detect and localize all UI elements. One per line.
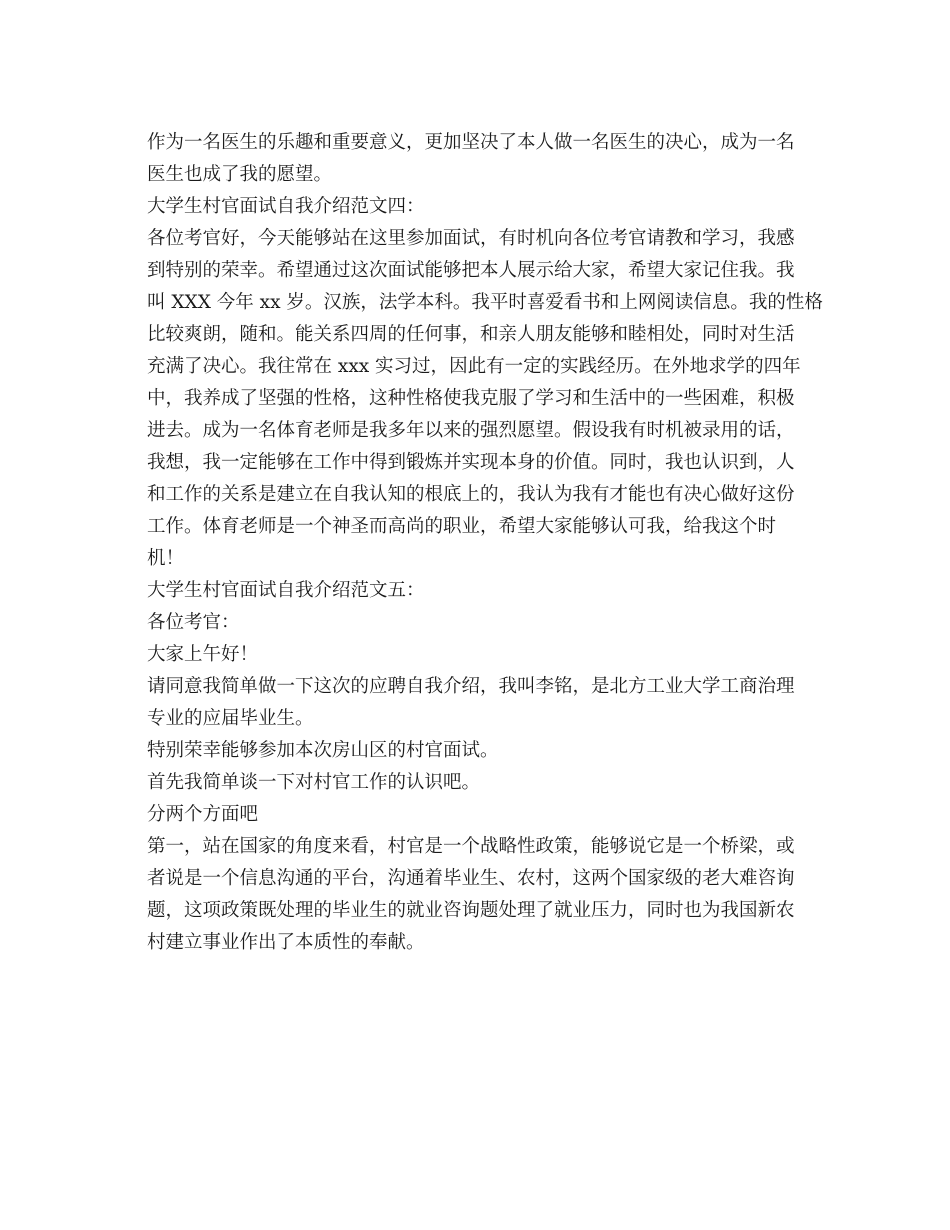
text-line: 各位考官： — [147, 612, 240, 633]
text-line: 进去。成为一名体育老师是我多年以来的强烈愿望。假设我有时机被录用的话， — [147, 420, 795, 441]
text-line: 者说是一个信息沟通的平台，沟通着毕业生、农村，这两个国家级的老大难咨询 — [147, 868, 795, 889]
text-line: 大家上午好！ — [147, 644, 259, 665]
text-line: 作为一名医生的乐趣和重要意义，更加坚决了本人做一名医生的决心，成为一名 — [147, 132, 795, 153]
text-line: 题，这项政策既处理的毕业生的就业咨询题处理了就业压力，同时也为我国新农 — [147, 900, 795, 921]
text-line: 比较爽朗，随和。能关系四周的任何事，和亲人朋友能够和睦相处，同时对生活 — [147, 324, 795, 345]
text-line: 机！ — [147, 548, 185, 569]
text-line: 村建立事业作出了本质性的奉献。 — [147, 932, 425, 953]
text-line: 叫 XXX 今年 xx 岁。汉族，法学本科。我平时喜爱看书和上网阅读信息。我的性格 — [147, 292, 823, 313]
text-line: 分两个方面吧 — [147, 804, 259, 825]
text-line: 工作。体育老师是一个神圣而高尚的职业，希望大家能够认可我，给我这个时 — [147, 516, 777, 537]
text-line: 第一，站在国家的角度来看，村官是一个战略性政策，能够说它是一个桥梁，或 — [147, 836, 795, 857]
text-line: 我想，我一定能够在工作中得到锻炼并实现本身的价值。同时，我也认识到，人 — [147, 452, 795, 473]
section-heading: 大学生村官面试自我介绍范文五： — [147, 580, 425, 601]
text-line: 首先我简单谈一下对村官工作的认识吧。 — [147, 772, 481, 793]
section-heading: 大学生村官面试自我介绍范文四： — [147, 196, 425, 217]
text-line: 到特别的荣幸。希望通过这次面试能够把本人展示给大家，希望大家记住我。我 — [147, 260, 795, 281]
text-line: 和工作的关系是建立在自我认知的根底上的，我认为我有才能也有决心做好这份 — [147, 484, 795, 505]
text-line: 专业的应届毕业生。 — [147, 708, 314, 729]
text-line: 各位考官好，今天能够站在这里参加面试，有时机向各位考官请教和学习，我感 — [147, 228, 795, 249]
text-line: 特别荣幸能够参加本次房山区的村官面试。 — [147, 740, 499, 761]
text-line: 充满了决心。我往常在 xxx 实习过，因此有一定的实践经历。在外地求学的四年 — [147, 356, 801, 377]
document-body — [147, 127, 823, 959]
text-line: 医生也成了我的愿望。 — [147, 164, 333, 185]
text-line: 请同意我简单做一下这次的应聘自我介绍，我叫李铭，是北方工业大学工商治理 — [147, 676, 795, 697]
text-line: 中，我养成了坚强的性格，这种性格使我克服了学习和生活中的一些困难，积极 — [147, 388, 795, 409]
